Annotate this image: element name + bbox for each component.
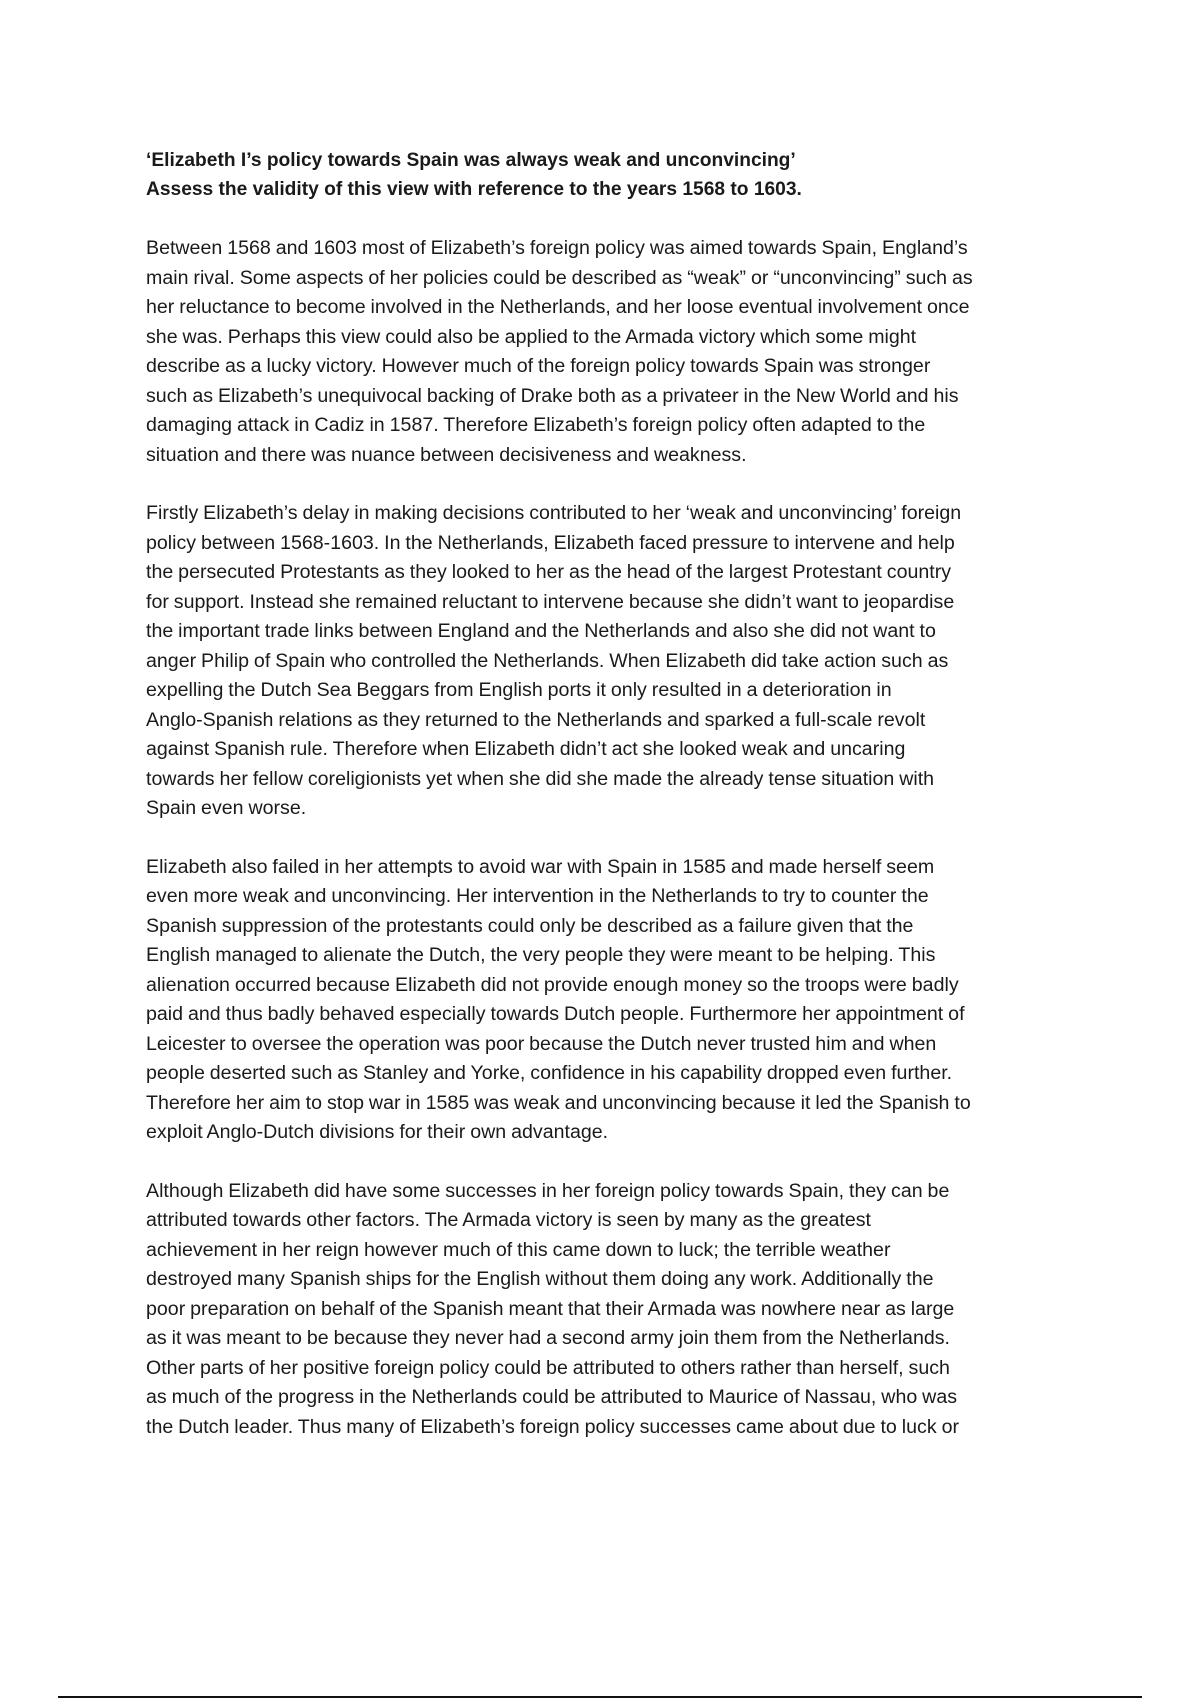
text-line: exploit Anglo-Dutch divisions for their own advantage. — [146, 1121, 609, 1143]
footer-rule — [58, 1696, 1142, 1698]
text-line: expelling the Dutch Sea Beggars from English ports it only resulted in a deterioration in — [146, 679, 892, 701]
text-line: Leicester to oversee the operation was poor because the Dutch never trusted him and when — [146, 1032, 937, 1055]
text-line: achievement in her reign however much of this came down to luck; the terrible weather — [146, 1238, 891, 1261]
text-line: paid and thus badly behaved especially towards Dutch people. Furthermore her appointment of — [146, 1003, 965, 1025]
text-line: Between 1568 and 1603 most of Elizabeth’s foreign policy was aimed towards Spain, England’s — [146, 237, 968, 259]
text-line: even more weak and unconvincing. Her intervention in the Netherlands to try to counter the — [146, 885, 929, 907]
text-line: alienation occurred because Elizabeth did not provide enough money so the troops were badly — [146, 973, 959, 996]
text-line: the persecuted Protestants as they looked to her as the head of the largest Protestant country — [146, 561, 952, 583]
paragraph-war-1585 — [146, 853, 1096, 1148]
text-line: Spain even worse. — [146, 797, 307, 819]
text-line: Spanish suppression of the protestants could only be described as a failure given that the — [146, 914, 914, 937]
text-line: the Dutch leader. Thus many of Elizabeth’s foreign policy successes came about due to luck or — [146, 1415, 959, 1438]
paragraph-introduction — [146, 234, 1096, 470]
text-line: as it was meant to be because they never had a second army join them from the Netherlands. — [146, 1327, 950, 1349]
text-line: policy between 1568-1603. In the Netherlands, Elizabeth faced pressure to intervene and help — [146, 531, 955, 554]
text-line: the important trade links between England and the Netherlands and also she did not want to — [146, 620, 936, 642]
text-line: Anglo-Spanish relations as they returned to the Netherlands and sparked a full-scale revolt — [146, 708, 926, 731]
text-line: situation and there was nuance between decisiveness and weakness. — [146, 443, 747, 466]
text-line: she was. Perhaps this view could also be applied to the Armada victory which some might — [146, 325, 917, 348]
text-line: for support. Instead she remained reluctant to intervene because she didn’t want to jeopardise — [146, 590, 955, 613]
text-line: against Spanish rule. Therefore when Elizabeth didn’t act she looked weak and uncaring — [146, 738, 906, 760]
text-line: main rival. Some aspects of her policies could be described as “weak” or “unconvincing” such as — [146, 266, 973, 289]
text-line: Other parts of her positive foreign policy could be attributed to others rather than herself, such — [146, 1356, 950, 1379]
text-line: as much of the progress in the Netherlands could be attributed to Maurice of Nassau, who was — [146, 1386, 958, 1408]
text-line: destroyed many Spanish ships for the English without them doing any work. Additionally the — [146, 1268, 934, 1290]
text-line: describe as a lucky victory. However much of the foreign policy towards Spain was stronger — [146, 355, 931, 377]
text-line: such as Elizabeth’s unequivocal backing of Drake both as a privateer in the New World and his — [146, 384, 959, 407]
essay-title — [146, 146, 1096, 204]
document-page — [146, 146, 1096, 1442]
text-line: attributed towards other factors. The Armada victory is seen by many as the greatest — [146, 1209, 871, 1231]
essay-title-quote: ‘Elizabeth I’s policy towards Spain was always weak and unconvincing’ — [146, 150, 796, 171]
essay-title-question: Assess the validity of this view with reference to the years 1568 to 1603. — [146, 179, 802, 200]
text-line: Elizabeth also failed in her attempts to avoid war with Spain in 1585 and made herself seem — [146, 855, 935, 878]
text-line: English managed to alienate the Dutch, the very people they were meant to be helping. This — [146, 944, 936, 966]
text-line: poor preparation on behalf of the Spanish meant that their Armada was nowhere near as large — [146, 1297, 955, 1320]
text-line: anger Philip of Spain who controlled the Netherlands. When Elizabeth did take action such as — [146, 649, 949, 672]
text-line: people deserted such as Stanley and Yorke, confidence in his capability dropped even further. — [146, 1062, 953, 1084]
text-line: her reluctance to become involved in the Netherlands, and her loose eventual involvement once — [146, 296, 970, 318]
paragraph-successes — [146, 1177, 1096, 1443]
text-line: towards her fellow coreligionists yet when she did she made the already tense situation with — [146, 767, 935, 790]
text-line: damaging attack in Cadiz in 1587. Therefore Elizabeth’s foreign policy often adapted to the — [146, 414, 926, 436]
text-line: Firstly Elizabeth’s delay in making decisions contributed to her ‘weak and unconvincing’ foreign — [146, 502, 962, 524]
text-line: Although Elizabeth did have some successes in her foreign policy towards Spain, they can be — [146, 1179, 950, 1202]
paragraph-delay-decisions — [146, 499, 1096, 824]
text-line: Therefore her aim to stop war in 1585 was weak and unconvincing because it led the Spanish to — [146, 1091, 971, 1114]
